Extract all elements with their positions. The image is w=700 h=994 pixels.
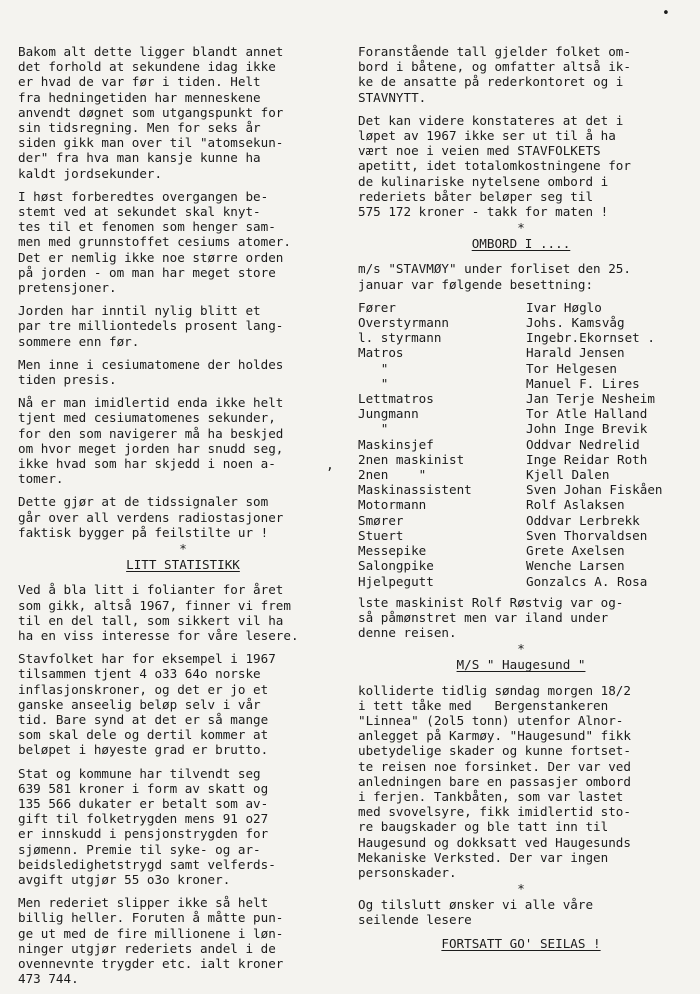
crew-role: Lettmatros xyxy=(358,391,434,407)
separator-star: * xyxy=(517,641,525,657)
stray-mark: , xyxy=(326,458,334,473)
crew-name: Grete Axelsen xyxy=(526,543,625,559)
crew-name: Oddvar Nedrelid xyxy=(526,436,640,452)
crew-row xyxy=(358,497,684,512)
crew-role: " xyxy=(358,360,389,376)
crew-row xyxy=(358,574,684,589)
crew-role: Maskinsjef xyxy=(358,436,434,452)
crew-role: " xyxy=(358,421,389,437)
crew-role: l. styrmann xyxy=(358,330,442,346)
crew-name: Rolf Aslaksen xyxy=(526,497,625,513)
heading-haugesund xyxy=(358,657,684,672)
crew-role: Matros xyxy=(358,345,404,361)
paragraph-collision: kolliderte tidlig søndag morgen 18/2 i tett tåke med Bergenstankeren "Linnea" (2ol5 tonn) utenfor Alnor- anlegget på Karmøy. "Haugesund" fikk ubetydelige skader og kunne fortset- te reisen noe forsinket. Der var ved anledningen bare en passasjer ombord i ferjen. Tankbåten, som var lastet med svovelsyre, fikk imidlertid sto- re baugskader og ble tatt inn til Haugesund og dokksatt ved Haugesunds Mekaniske Verksted. Der var ingen personskader. xyxy=(358,682,631,880)
separator-star: * xyxy=(179,541,187,557)
crew-row xyxy=(358,482,684,497)
crew-row xyxy=(358,452,684,467)
crew-name: Tor Atle Halland xyxy=(526,406,648,422)
paragraph-food-costs: Det kan videre konstateres at det i løpet av 1967 ikke ser ut til å ha vært noe i veien med STAVFOLKETS apetitt, idet totalomkostningene for de kulinariske nytelsene ombord i rederiets båter beløper seg til 575 172 kroner - takk for maten ! xyxy=(358,112,631,220)
heading-farewell xyxy=(358,936,684,951)
crew-row xyxy=(358,361,684,376)
crew-row xyxy=(358,300,684,315)
heading-onboard xyxy=(358,236,684,251)
crew-name: Sven Thorvaldsen xyxy=(526,527,648,543)
crew-name: Kjell Dalen xyxy=(526,467,610,483)
corner-mark: • xyxy=(662,6,670,21)
crew-role: Messepike xyxy=(358,543,427,559)
heading-statistics xyxy=(18,557,348,572)
crew-row xyxy=(358,421,684,436)
crew-name: Gonzalcs A. Rosa xyxy=(526,573,648,589)
crew-role: Hjelpegutt xyxy=(358,573,434,589)
crew-name: Oddvar Lerbrekk xyxy=(526,512,640,528)
paragraph-earnings: Stavfolket har for eksempel i 1967 tilsammen tjent 4 o33 64o norske inflasjonskroner, og det er jo et ganske anseelig beløp selv i vår tid. Bare synd at det er så mange som skal dele og dertil kommer at beløpet i høyeste grad er brutto. xyxy=(18,651,276,758)
crew-row xyxy=(358,543,684,558)
crew-name: Manuel F. Lires xyxy=(526,375,640,391)
paragraph-stavmoy-intro: m/s "STAVMØY" under forliset den 25. januar var følgende besettning: xyxy=(358,261,631,292)
crew-name: John Inge Brevik xyxy=(526,421,648,437)
crew-row xyxy=(358,391,684,406)
paragraph-radio-signals: Dette gjør at de tidssignaler som går over all verdens radiostasjoner faktisk bygger på feilstilte ur ! xyxy=(18,494,284,540)
crew-row xyxy=(358,376,684,391)
crew-name: Tor Helgesen xyxy=(526,360,617,376)
paragraph-cesium: I høst forberedtes overgangen be- stemt ved at sekundet skal knyt- tes til et fenomen som henger sam- men med grunnstoffet cesiums atomer. Det er nemlig ikke noe større orden på jorden - om man har meget store pretensjoner. xyxy=(18,188,291,296)
heading-onboard-text: OMBORD I .... xyxy=(471,236,571,252)
heading-farewell-text: FORTSATT GO' SEILAS ! xyxy=(441,935,601,951)
crew-row xyxy=(358,345,684,360)
crew-name: Wenche Larsen xyxy=(526,558,625,574)
crew-name: Johs. Kamsvåg xyxy=(526,315,625,331)
crew-list xyxy=(358,300,684,589)
crew-row xyxy=(358,558,684,573)
crew-role: 2nen maskinist xyxy=(358,451,465,467)
crew-name: Jan Terje Nesheim xyxy=(526,391,655,407)
paragraph-taxes: Stat og kommune har tilvendt seg 639 581 kroner i form av skatt og 135 566 dukater er betalt som av- gift til folketrygden mens 91 o27 er innskudd i pensjonstrygden for sjømenn. Premie til syke- og ar- beidsledighetstrygd samt velferds- avgift utgjør 55 o3o kroner. xyxy=(18,765,276,887)
crew-row xyxy=(358,437,684,452)
paragraph-atomic-seconds: Bakom alt dette ligger blandt annet det forhold at sekundene idag ikke er hvad de var før i tiden. Helt fra hedningetiden har menneskene anvendt døgnet som utgangspunkt for sin tidsregning. Men for seks år siden gikk man over til "atomsekun- der" fra hva man kansje kunne ha kaldt jordsekunder. xyxy=(18,44,284,181)
crew-role: Stuert xyxy=(358,527,404,543)
paragraph-earth-slowing: Jorden har inntil nylig blitt et par tre milliontedels prosent lang- sommere enn før. xyxy=(18,303,284,349)
crew-name: Harald Jensen xyxy=(526,345,625,361)
separator-star: * xyxy=(517,220,525,236)
crew-role: Smører xyxy=(358,512,404,528)
paragraph-navigation: Nå er man imidlertid enda ikke helt tjent med cesiumatomenes sekunder, for den som navigerer må ha beskjed om hvor meget jorden har snudd seg, ikke hvad som har skjedd i noen a- tomer. xyxy=(18,395,284,487)
crew-role: Jungmann xyxy=(358,406,419,422)
heading-haugesund-text: M/S " Haugesund " xyxy=(456,657,586,673)
crew-row xyxy=(358,330,684,345)
crew-row xyxy=(358,406,684,421)
crew-name: Ivar Høglo xyxy=(526,299,602,315)
crew-role: 2nen " xyxy=(358,467,427,483)
crew-row xyxy=(358,315,684,330)
right-column xyxy=(358,44,684,961)
heading-statistics-text: LITT STATISTIKK xyxy=(126,557,240,573)
paragraph-figures-note: Foranstående tall gjelder folket om- bord i båtene, og omfatter altså ik- ke de ansatte på rederkontoret og i STAVNYTT. xyxy=(358,44,631,105)
paragraph-first-engineer: lste maskinist Rolf Røstvig var og- så påmønstret men var iland under denne reisen. xyxy=(358,594,624,641)
separator-star: * xyxy=(517,881,525,897)
crew-role: Maskinassistent xyxy=(358,482,472,498)
crew-row xyxy=(358,528,684,543)
crew-name: Sven Johan Fiskåen xyxy=(526,482,663,498)
crew-row xyxy=(358,467,684,482)
crew-row xyxy=(358,513,684,528)
crew-name: Ingebr.Ekornset . xyxy=(526,330,655,346)
crew-role: " xyxy=(358,375,389,391)
left-column xyxy=(18,44,348,994)
crew-role: Overstyrmann xyxy=(358,315,449,331)
crew-role: Fører xyxy=(358,299,396,315)
paragraph-time-precise: Men inne i cesiumatomene der holdes tiden presis. xyxy=(18,356,284,388)
crew-role: Salongpike xyxy=(358,558,434,574)
paragraph-shipowner-costs: Men rederiet slipper ikke så helt billig heller. Foruten å måtte pun- ge ut med de fire millionene i løn- ninger utgjør rederiets andel i de ovennevnte trygder etc. ialt kroner 473 744. xyxy=(18,895,284,987)
paragraph-closing: Og tilslutt ønsker vi alle våre seilende lesere xyxy=(358,897,594,928)
crew-role: Motormann xyxy=(358,497,427,513)
crew-name: Inge Reidar Roth xyxy=(526,451,648,467)
paragraph-statistics-intro: Ved å bla litt i folianter for året som gikk, altså 1967, finner vi frem til en del tall, som sikkert vil ha ha en viss interesse for våre lesere. xyxy=(18,582,299,643)
